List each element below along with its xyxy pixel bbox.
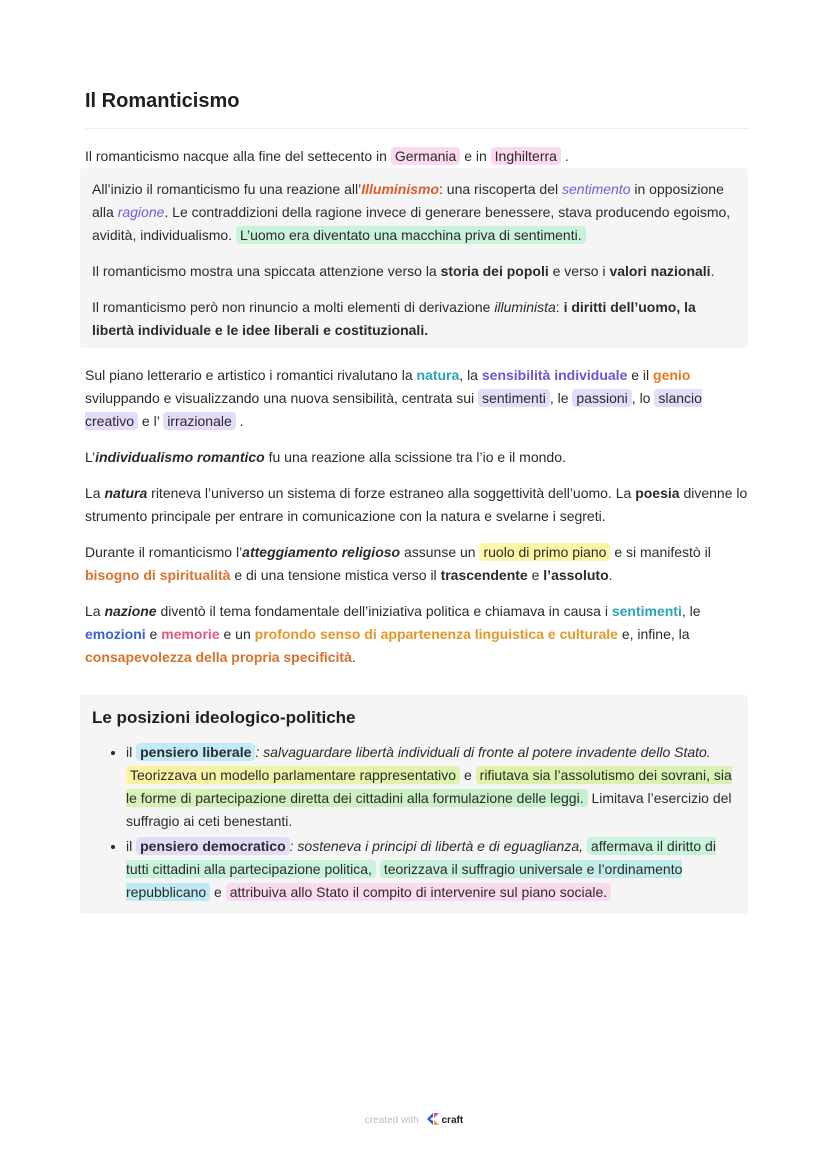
text: , le [681,603,701,619]
highlight-sentimenti: sentimenti [478,389,550,407]
ideology-block [80,695,748,914]
text: . [351,649,356,665]
footer-brand[interactable]: craft [441,1115,464,1126]
text: e l’ [138,413,164,429]
text: . [710,263,715,279]
bold-diritti: i diritti dell’uomo, la libertà individuale e le idee liberali e costituzionali. [92,299,696,338]
italic-definition: : salvaguardare libertà individuali di fronte al potere invadente dello Stato. [255,744,711,760]
text: , la [459,367,482,383]
text: divenne lo strumento principale per entrare in comunicazione con la natura e svelarne i segreti. [85,485,748,524]
bold-individualismo: individualismo romantico [95,449,265,465]
text: assunse un [400,544,480,560]
term-genio: genio [653,367,691,383]
text: e [460,767,476,783]
text: riteneva l’universo un sistema di forze estraneo alla soggettività dell’uomo. La [147,485,636,501]
text: La [85,485,105,501]
term-sentimento: sentimento [562,181,631,197]
bold-atteggiamento: atteggiamento religioso [242,544,401,560]
highlight-irrazionale: irrazionale [163,412,236,430]
text: . Le contraddizioni della ragione invece di generare benessere, stava producendo egoismo, avidità, individualismo. [92,204,731,243]
ideology-list [92,741,736,904]
highlight-affermava: affermava il diritto di tutti cittadini alla partecipazione politica, [126,838,716,877]
paragraph-sensibilita [85,364,748,433]
quote-block [80,168,748,348]
italic-definition: : sostenevа i principi di libertà e di eguaglianza, [289,838,584,854]
highlight-pensiero-democratico: pensiero democratico [136,837,290,855]
text: il [126,838,137,854]
term-consapevolezza: consapevolezza della propria specificità [85,649,352,665]
highlight-suffragio: teorizzava il suffragio universale e l’ordinamento repubblicano [126,861,683,900]
text: in opposizione alla [92,181,724,220]
text: La [85,603,105,619]
text: e il [627,367,654,383]
text: e [527,567,544,583]
text: . [608,567,613,583]
term-ragione: ragione [117,204,165,220]
bold-trascendente: trascendente [440,567,528,583]
term-sensibilita: sensibilità individuale [481,367,628,383]
text: Durante il romanticismo l’ [85,544,243,560]
text: . [235,413,244,429]
text: e si manifestò il [610,544,711,560]
title-divider [85,128,748,129]
text: Limitava l’esercizio del suffragio ai ceti benestanti. [126,790,732,829]
highlight-attribuiva: attribuiva allo Stato il compito di intervenire sul piano sociale. [226,883,611,901]
text: Il romanticismo mostra una spiccata attenzione verso la [92,263,441,279]
term-memorie: memorie [161,626,220,642]
highlight-slancio: slancio creativo [85,390,702,429]
bold-assoluto: l’assoluto [543,567,609,583]
craft-logo-icon [426,1112,440,1129]
text: : [555,299,564,315]
text: , lo [631,390,655,406]
highlight-rifiutava: rifiutava sia l’assolutismo dei sovrani, sia le forme di partecipazione diretta dei cittadini alla formulazione delle leggi. [126,767,732,806]
text: All’inizio il romanticismo fu una reazione all’ [92,181,362,197]
list-item-liberale [126,741,736,833]
text: diventò il tema fondamentale dell’iniziativa politica e chiamava in causa i [156,603,612,619]
text: e [210,884,226,900]
section-heading: Le posizioni ideologico-politiche [92,708,356,727]
footer-prefix: created with [364,1115,419,1126]
text: e verso i [548,263,610,279]
intro-paragraph [85,145,748,168]
list-item-democratico [126,835,736,904]
text: e di una tensione mistica verso il [230,567,441,583]
italic-illuminista: illuminista [494,299,556,315]
text: Il romanticismo però non rinuncio a molti elementi di derivazione [92,299,495,315]
text: Sul piano letterario e artistico i romantici rivalutano la [85,367,417,383]
text: : una riscoperta del [439,181,562,197]
term-spiritualita: bisogno di spiritualità [85,567,231,583]
term-emozioni: emozioni [85,626,146,642]
term-sentimenti: sentimenti [611,603,682,619]
text: e un [219,626,255,642]
paragraph-nazione [85,600,748,669]
document-page [85,86,748,914]
highlight-inghilterra: Inghilterra [491,147,561,165]
text: il [126,744,137,760]
text: Il romanticismo nacque alla fine del settecento in [85,148,391,164]
bold-poesia: poesia [635,485,680,501]
text: . [560,148,569,164]
text: e [145,626,162,642]
text: e, infine, la [617,626,690,642]
paragraph-individualismo [85,446,748,469]
highlight-ruolo: ruolo di primo piano [479,543,610,561]
paragraph-religioso [85,541,748,587]
bold-storia-popoli: storia dei popoli [440,263,549,279]
bold-nazione: nazione [104,603,157,619]
term-natura: natura [416,367,460,383]
block-paragraph-2 [92,260,736,283]
footer [0,1112,828,1129]
highlight-uomo-macchina: L’uomo era diventato una macchina priva di sentimenti. [236,226,586,244]
term-appartenenza: profondo senso di appartenenza linguistica e culturale [254,626,618,642]
text: e in [460,148,491,164]
text: , le [549,390,573,406]
text: fu una reazione alla scissione tra l’io e il mondo. [264,449,566,465]
bold-valori-nazionali: valori nazionali [609,263,711,279]
highlight-germania: Germania [391,147,460,165]
text: sviluppando e visualizzando una nuova sensibilità, centrata sui [85,390,479,406]
paragraph-natura [85,482,748,528]
term-illuminismo: Illuminismo [361,181,440,197]
block-paragraph-1 [92,178,736,247]
highlight-passioni: passioni [572,389,631,407]
highlight-teorizzava: Teorizzava un modello parlamentare rappresentativo [126,766,460,784]
bold-natura: natura [104,485,148,501]
text: L’ [85,449,96,465]
block-paragraph-3 [92,296,736,342]
page-title: Il Romanticismo [85,90,240,112]
highlight-pensiero-liberale: pensiero liberale [136,743,255,761]
